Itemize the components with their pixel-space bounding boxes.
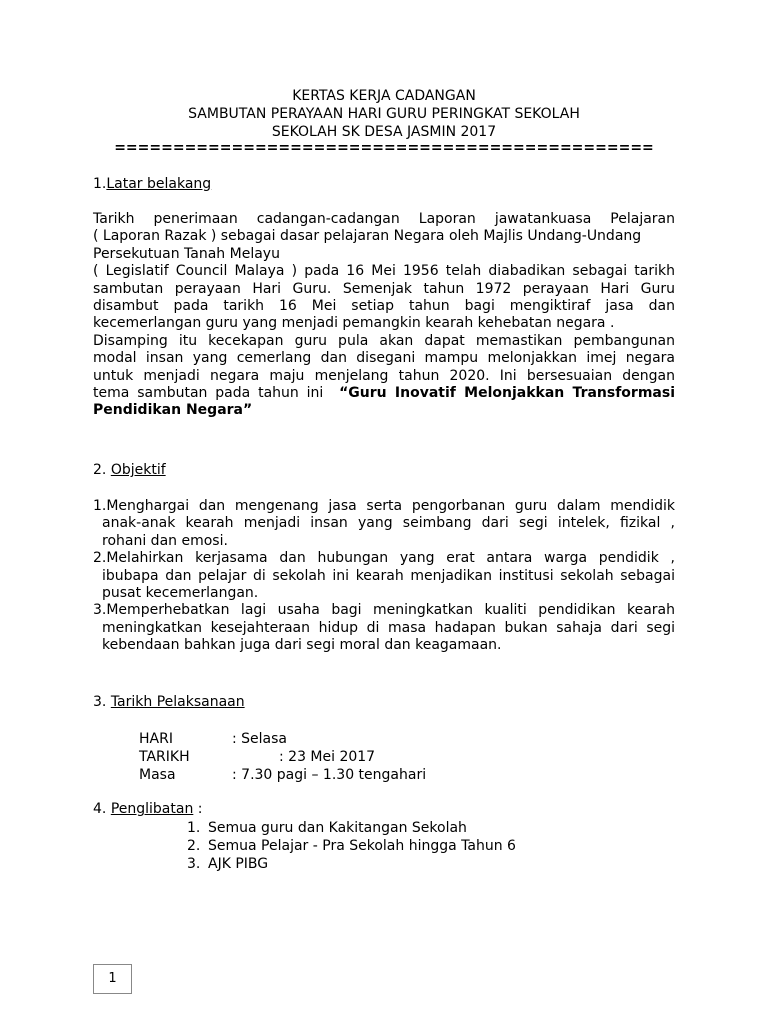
schedule-label: TARIKH [139,749,190,765]
objective-item [93,550,675,602]
participant-number: 1. [187,820,201,836]
paragraph-line-theme-end [93,402,675,419]
paragraph-line: disambut pada tarikh 16 Mei setiap tahun bagi mengiktiraf jasa dan [93,298,675,315]
objective-line: 3.Memperhebatkan lagi usaha bagi meningkatkan kualiti pendidikan kearah [93,602,675,619]
section-1-heading [93,176,211,193]
section-4-number: 4. [93,801,107,817]
paragraph-line: ( Laporan Razak ) sebagai dasar pelajaran Negara oleh Majlis Undang-Undang [93,228,642,245]
section-3-number: 3. [93,694,107,710]
document-title [0,87,768,141]
paragraph-line: untuk menjadi negara maju menjelang tahun 2020. Ini bersesuaian dengan [93,367,675,384]
participant-text: Semua guru dan Kakitangan Sekolah [208,820,467,836]
objective-item [93,498,675,550]
schedule-value: : 23 Mei 2017 [279,749,376,765]
paragraph-line: ( Legislatif Council Malaya ) pada 16 Mei 1956 telah diabadikan sebagai tarikh [93,263,675,280]
section-2-number: 2. [93,462,107,478]
section-2-title: Objektif [110,462,166,478]
objective-line: meningkatkan kesejahteraan hidup di masa hadapan bukan sahaja dari segi [102,619,675,636]
objective-line: 2.Melahirkan kerjasama dan hubungan yang erat antara warga pendidik , [93,550,675,567]
paragraph-line: sambutan perayaan Hari Guru. Semenjak tahun 1972 perayaan Hari Guru [93,280,675,297]
theme-text-2: Pendidikan Negara” [93,402,253,419]
page-number: 1 [108,971,117,986]
objective-line: kebendaan bahkan juga dari segi moral dan keagamaan. [102,637,502,654]
section-1-paragraph [93,211,675,420]
section-4-title: Penglibatan [110,801,194,817]
title-line-3: SEKOLAH SK DESA JASMIN 2017 [271,124,497,140]
schedule-label: HARI [139,731,173,747]
title-line-2: SAMBUTAN PERAYAAN HARI GURU PERINGKAT SEKOLAH [188,106,580,122]
objective-item [93,602,675,654]
theme-prefix: tema sambutan pada tahun ini [93,385,324,402]
objective-line: anak-anak kearah menjadi insan yang seimbang dari segi intelek, fizikal , [102,515,675,532]
page-number-box [93,964,132,994]
schedule-label: Masa [139,767,176,783]
objective-line: 1.Menghargai dan mengenang jasa serta pengorbanan guru dalam mendidik [93,498,675,514]
schedule-value: : Selasa [232,731,288,747]
objective-line: pusat kecemerlangan. [102,585,259,602]
title-separator: ============================================== [114,140,654,156]
theme-text-1: “Guru Inovatif Melonjakkan Transformasi [339,385,675,402]
schedule-value: : 7.30 pagi – 1.30 tengahari [232,767,427,783]
objective-line: ibubapa dan pelajar di sekolah ini kearah menjadikan institusi sekolah sebagai [102,567,675,584]
section-2-heading [93,462,166,479]
paragraph-line: Disamping itu kecekapan guru pula akan dapat memastikan pembangunan [93,332,675,349]
section-4-heading [93,801,203,818]
section-3-heading [93,694,245,711]
participant-text: Semua Pelajar - Pra Sekolah hingga Tahun 6 [208,838,516,854]
paragraph-line: kecemerlangan guru yang menjadi pemangkin kearah kehebatan negara . [93,315,615,332]
paragraph-line: Persekutuan Tanah Melayu [93,245,280,262]
section-4-colon: : [193,801,203,817]
participant-number: 3. [187,856,201,872]
section-1-number: 1. [93,176,107,192]
title-line-1: KERTAS KERJA CADANGAN [292,88,476,104]
participant-text: AJK PIBG [208,856,269,872]
objective-list [93,498,675,655]
section-3-title: Tarikh Pelaksanaan [110,694,245,710]
participant-number: 2. [187,838,201,854]
section-1-title: Latar belakang [106,176,212,192]
objective-line: rohani dan emosi. [102,532,228,549]
paragraph-line: Tarikh penerimaan cadangan-cadangan Laporan jawatankuasa Pelajaran [93,211,675,227]
paragraph-line: modal insan yang cemerlang dan disegani mampu melonjakkan imej negara [93,350,675,367]
paragraph-line-theme [93,385,675,402]
